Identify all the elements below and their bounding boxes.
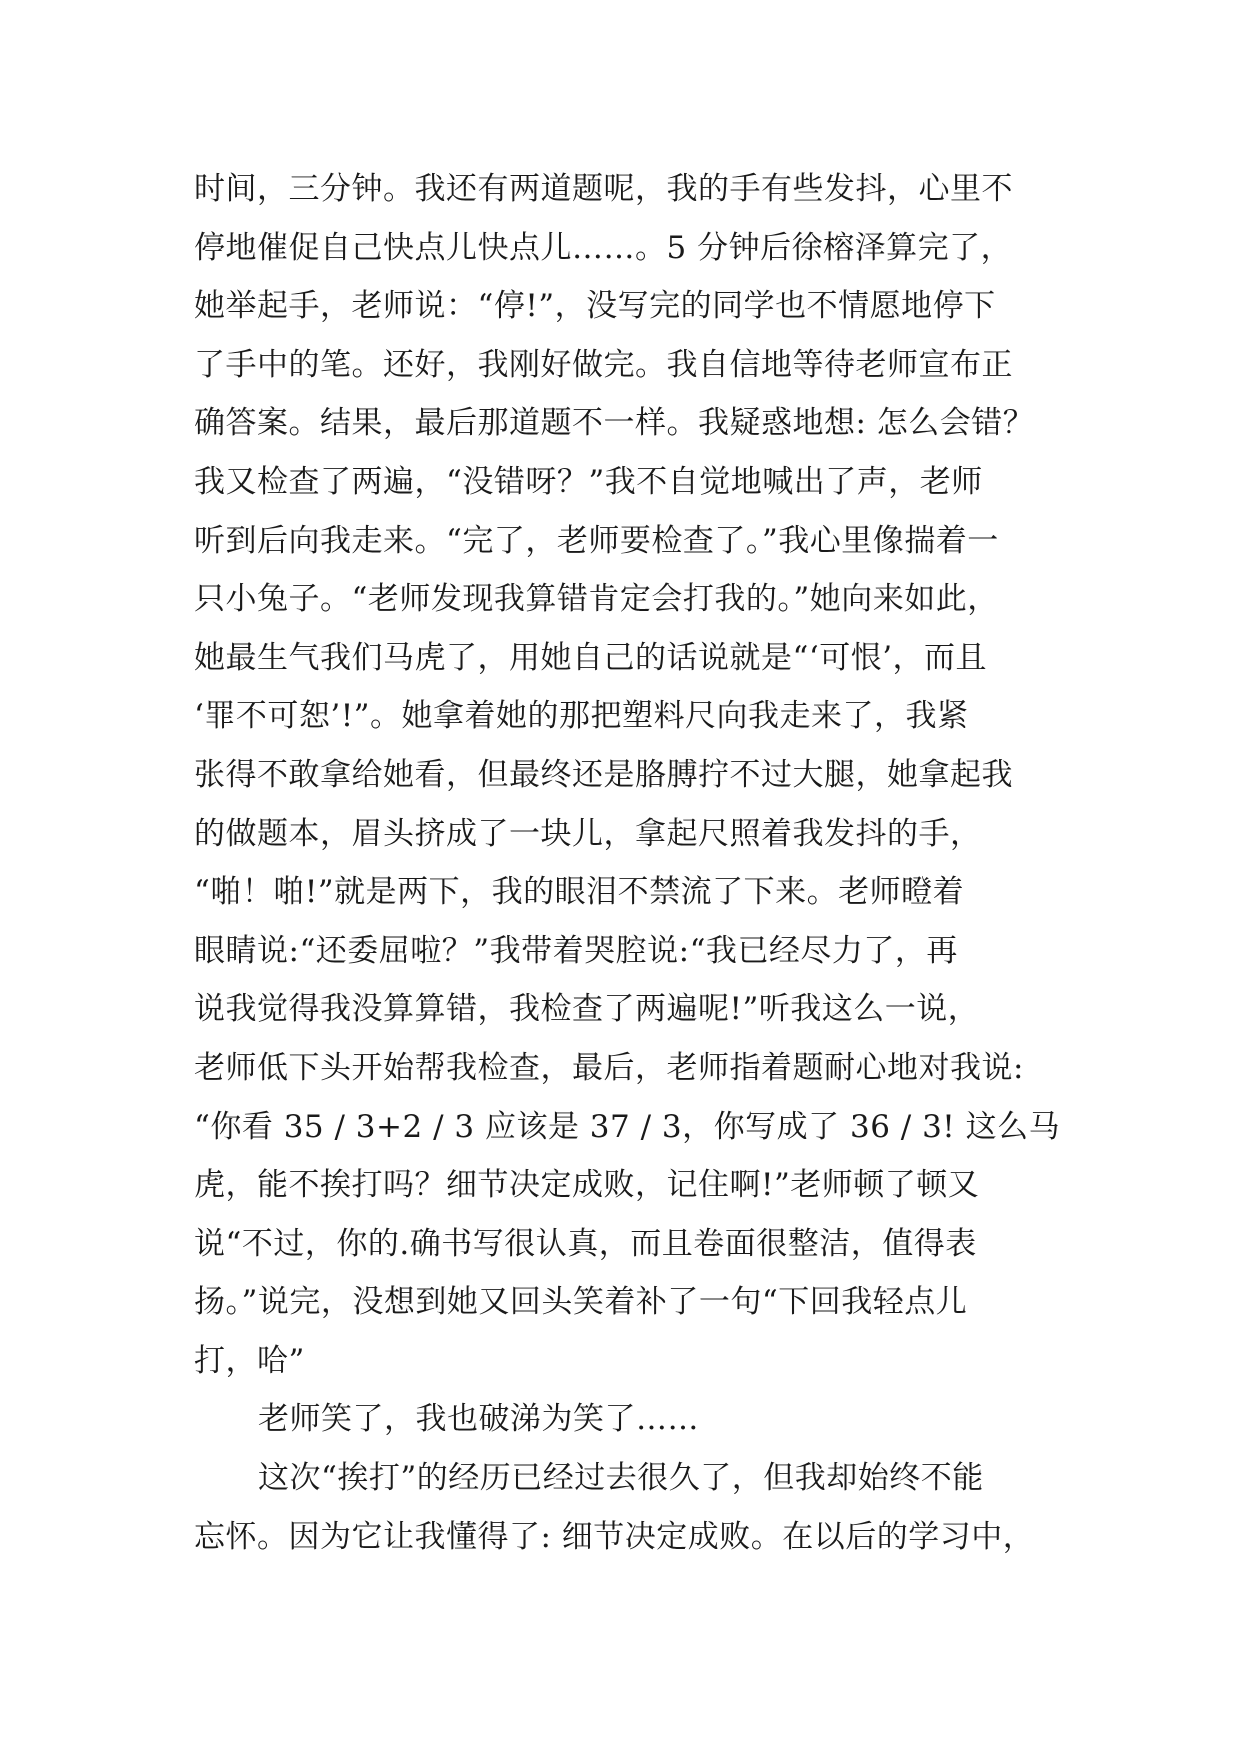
- text-line: 时间，三分钟。我还有两道题呢，我的手有些发抖，心里不: [194, 171, 1013, 207]
- text-line: 只小兔子。“老师发现我算错肯定会打我的。”她向来如此，: [194, 581, 999, 618]
- paragraph-first-line: 这次“挨打”的经历已经过去很久了，但我却始终不能: [258, 1460, 984, 1497]
- text-line: 扬。”说完，没想到她又回头笑着补了一句“下回我轻点儿: [194, 1284, 968, 1321]
- text-line: 眼睛说:“还委屈啦？”我带着哭腔说:“我已经尽力了，再: [194, 932, 958, 969]
- paragraph-first-line: 老师笑了，我也破涕为笑了……: [258, 1401, 699, 1438]
- text-line: 说我觉得我没算算错，我检查了两遍呢!”听我这么一说，: [194, 991, 980, 1028]
- text-line: 说“不过，你的.确书写很认真，而且卷面很整洁，值得表: [194, 1225, 977, 1262]
- text-line: “你看 35 / 3+2 / 3 应该是 37 / 3，你写成了 36 / 3! 这么马: [194, 1108, 1061, 1145]
- text-line: 听到后向我走来。“完了，老师要检查了。”我心里像揣着一: [194, 522, 999, 559]
- text-line: 张得不敢拿给她看，但最终还是胳膊拧不过大腿，她拿起我: [194, 756, 1013, 793]
- text-line: 虎，能不挨打吗？细节决定成败，记住啊!”老师顿了顿又: [194, 1167, 980, 1204]
- text-line: 确答案。结果，最后那道题不一样。我疑惑地想: 怎么会错？: [194, 405, 1035, 442]
- text-line: 的做题本，眉头挤成了一块儿，拿起尺照着我发抖的手，: [194, 815, 982, 852]
- text-line: 我又检查了两遍，“没错呀？”我不自觉地喊出了声，老师: [194, 463, 983, 500]
- text-line: 了手中的笔。还好，我刚好做完。我自信地等待老师宣布正: [194, 346, 1013, 383]
- text-line: 老师低下头开始帮我检查，最后，老师指着题耐心地对我说:: [194, 1049, 1024, 1086]
- body-text: [194, 160, 1061, 1566]
- text-line: “啪！啪!”就是两下，我的眼泪不禁流了下来。老师瞪着: [194, 874, 965, 911]
- text-line: 停地催促自己快点儿快点儿……。5 分钟后徐榕泽算完了，: [194, 229, 1013, 266]
- text-line: 她最生气我们马虎了，用她自己的话说就是“‘可恨’，而且: [194, 639, 988, 676]
- text-line: 打，哈”: [194, 1342, 305, 1379]
- text-line: 忘怀。因为它让我懂得了: 细节决定成败。在以后的学习中，: [194, 1518, 1035, 1555]
- text-line: ‘罪不可恕’!”。她拿着她的那把塑料尺向我走来了，我紧: [194, 698, 969, 735]
- text-line: 她举起手，老师说：“停!”，没写完的同学也不情愿地停下: [194, 288, 996, 325]
